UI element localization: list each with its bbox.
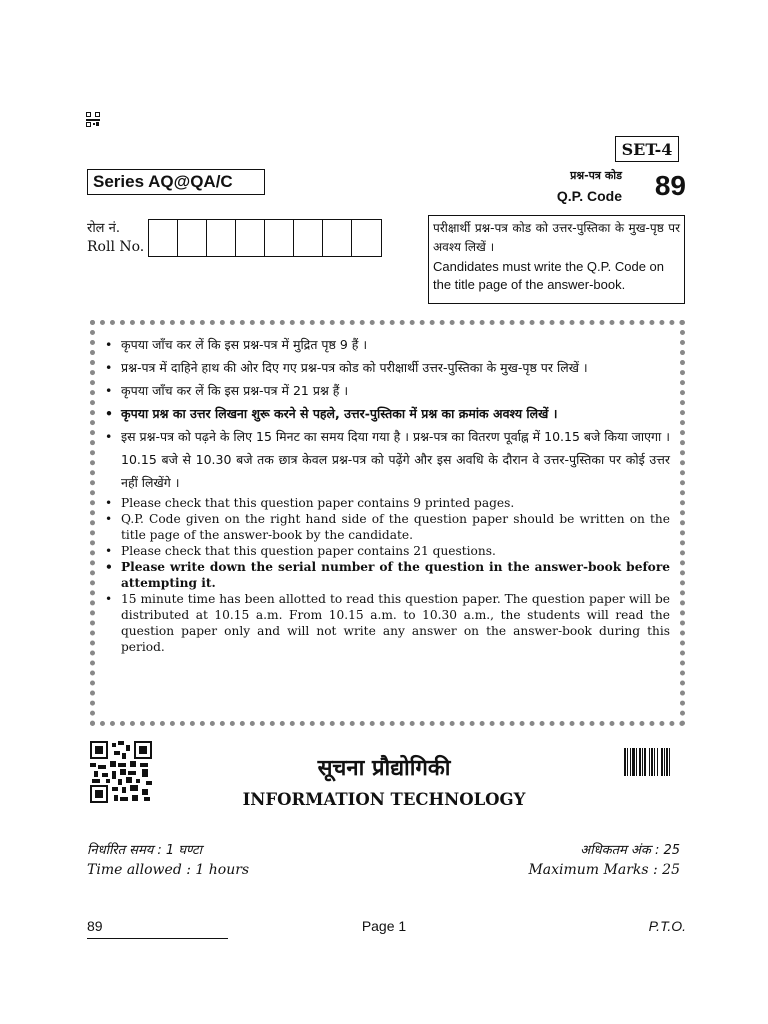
subject-title-hindi: सूचना प्रौद्योगिकी bbox=[317, 756, 451, 781]
roll-digit-box[interactable] bbox=[149, 220, 178, 256]
instruction-item: • Q.P. Code given on the right hand side of the question paper should be written on the title page of the answer-book by the candidate. bbox=[105, 511, 670, 543]
small-qr-code-icon bbox=[86, 112, 100, 128]
instruction-item: • Please check that this question paper contains 21 questions. bbox=[105, 543, 670, 559]
roll-digit-box[interactable] bbox=[178, 220, 207, 256]
qp-code-label: Q.P. Code bbox=[556, 188, 622, 204]
instruction-item: • 15 minute time has been allotted to read this question paper. The question paper will be distributed at 10.15 a.m. From 10.15 a.m. to 10.30 a.m., the students will read the question paper only and will not write any answer on the answer-book during this period. bbox=[105, 591, 670, 655]
barcode-bar bbox=[636, 748, 637, 776]
roll-digit-box[interactable] bbox=[323, 220, 352, 256]
pto-label: P.T.O. bbox=[648, 918, 686, 934]
maximum-marks-hindi: अधिकतम अंक : 25 bbox=[580, 843, 680, 858]
instruction-item-hindi: • प्रश्न-पत्र में दाहिने हाथ की ओर दिए गए प्रश्न-पत्र कोड को परीक्षार्थी उत्तर-पुस्तिका के मुख-पृष्ठ पर लिखें । bbox=[105, 356, 670, 379]
barcode-bar bbox=[632, 748, 635, 776]
barcode-bar bbox=[651, 748, 653, 776]
roll-digit-box[interactable] bbox=[265, 220, 294, 256]
instruction-item-hindi: • कृपया जाँच कर लें कि इस प्रश्न-पत्र में 21 प्रश्न हैं । bbox=[105, 379, 670, 402]
candidate-note-box bbox=[428, 215, 685, 304]
barcode-bar bbox=[664, 748, 665, 776]
time-allowed: Time allowed : 1 hours bbox=[87, 862, 250, 878]
instruction-item-hindi: • इस प्रश्न-पत्र को पढ़ने के लिए 15 मिनट का समय दिया गया है । प्रश्न-पत्र का वितरण पूर्वाह्न में 10.15 बजे किया जाएगा । 10.15 बजे से 10.30 बजे तक छात्र केवल प्रश्न-पत्र को पढ़ेंगे और इस अवधि के दौरान वे उत्तर-पुस्तिका पर कोई उत्तर नहीं लिखेंगे । bbox=[105, 425, 670, 494]
instruction-item: • Please check that this question paper contains 9 printed pages. bbox=[105, 495, 670, 511]
barcode-bar bbox=[639, 748, 641, 776]
roll-number-boxes[interactable] bbox=[148, 219, 382, 257]
barcode-bar bbox=[644, 748, 646, 776]
maximum-marks: Maximum Marks : 25 bbox=[528, 862, 680, 878]
roll-label-hindi: रोल नं. bbox=[87, 221, 120, 236]
series-label: Series AQ@QA/C bbox=[87, 169, 265, 195]
page-number: Page 1 bbox=[361, 918, 407, 934]
barcode-bar bbox=[627, 748, 628, 776]
barcode-bar bbox=[630, 748, 631, 776]
footer-code: 89 bbox=[87, 918, 103, 934]
instruction-item: • Please write down the serial number of the question in the answer-book before attempting it. bbox=[105, 559, 670, 591]
barcode-bar bbox=[649, 748, 650, 776]
barcode-bar bbox=[657, 748, 658, 776]
qr-code-icon bbox=[90, 741, 152, 803]
candidate-note-hindi: परीक्षार्थी प्रश्न-पत्र कोड को उत्तर-पुस्तिका के मुख-पृष्ठ पर अवश्य लिखें । bbox=[433, 221, 680, 254]
qp-code-label-hindi: प्रश्न-पत्र कोड bbox=[570, 169, 622, 182]
qp-code-number: 89 bbox=[654, 170, 686, 201]
roll-digit-box[interactable] bbox=[207, 220, 236, 256]
time-allowed-hindi: निर्धारित समय : 1 घण्टा bbox=[87, 843, 202, 858]
instructions-hindi-list bbox=[105, 333, 670, 494]
subject-title: INFORMATION TECHNOLOGY bbox=[242, 790, 526, 809]
instructions-box bbox=[90, 320, 685, 726]
roll-digit-box[interactable] bbox=[352, 220, 381, 256]
roll-label: Roll No. bbox=[87, 239, 145, 255]
barcode-bar bbox=[669, 748, 670, 776]
instructions-english-list bbox=[105, 495, 670, 655]
barcode-bar bbox=[654, 748, 655, 776]
instruction-item-hindi: • कृपया प्रश्न का उत्तर लिखना शुरू करने से पहले, उत्तर-पुस्तिका में प्रश्न का क्रमांक अवश्य लिखें । bbox=[105, 402, 670, 425]
barcode-bar bbox=[661, 748, 663, 776]
barcode-bar bbox=[642, 748, 643, 776]
barcode-bar bbox=[666, 748, 668, 776]
footer-rule bbox=[87, 938, 228, 939]
roll-digit-box[interactable] bbox=[236, 220, 265, 256]
barcode-bar bbox=[624, 748, 626, 776]
candidate-note-english: Candidates must write the Q.P. Code on the title page of the answer-book. bbox=[433, 259, 664, 292]
set-label: SET-4 bbox=[615, 136, 679, 162]
barcode-icon bbox=[624, 748, 678, 776]
instruction-item-hindi: • कृपया जाँच कर लें कि इस प्रश्न-पत्र में मुद्रित पृष्ठ 9 हैं । bbox=[105, 333, 670, 356]
roll-digit-box[interactable] bbox=[294, 220, 323, 256]
